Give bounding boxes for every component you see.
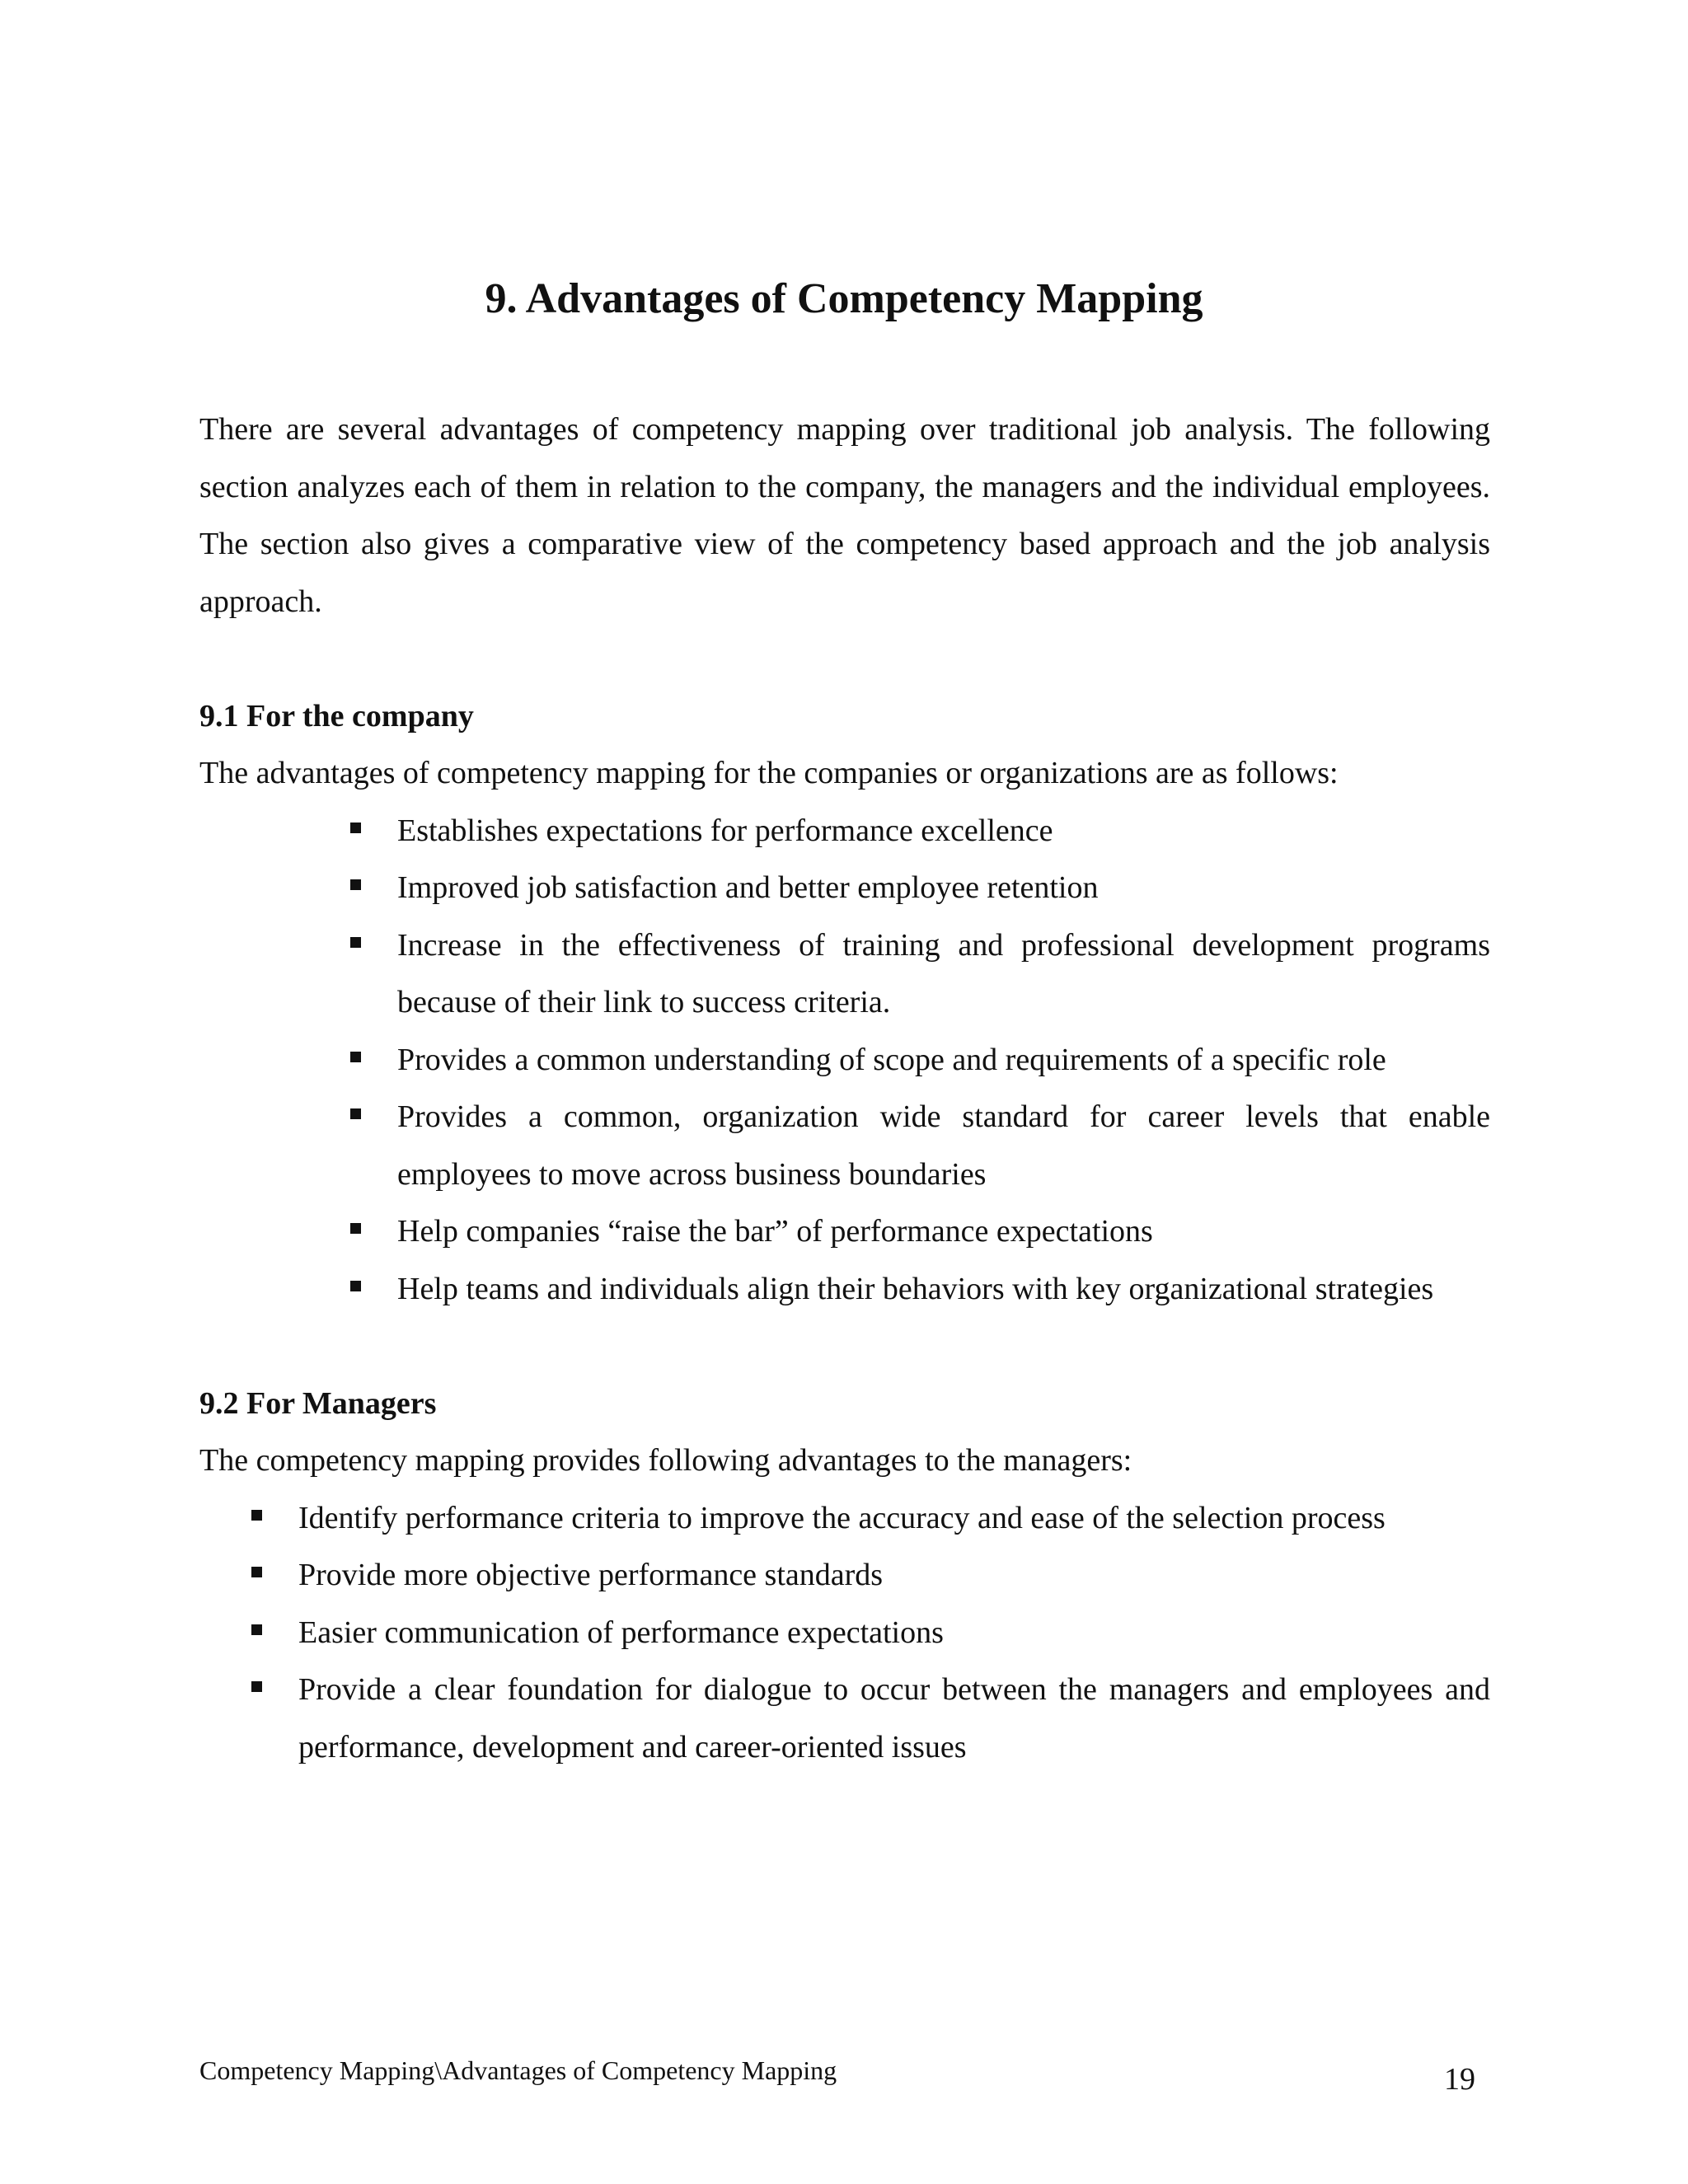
section-lead-managers: The competency mapping provides following advantages to the managers:: [199, 1443, 1132, 1478]
list-item: [199, 1089, 1490, 1203]
list-item-text: Establishes expectations for performance excellence: [397, 813, 1053, 848]
square-bullet-icon: [350, 879, 361, 890]
page-number: 19: [1444, 2062, 1475, 2097]
spacer: [199, 630, 1490, 688]
page-content: [199, 401, 1490, 1776]
square-bullet-icon: [350, 1052, 361, 1062]
list-item-text: Easier communication of performance expectations: [298, 1615, 944, 1650]
list-item-text: Help teams and individuals align their behaviors with key organizational strategies: [397, 1271, 1434, 1306]
list-item-text: Identify performance criteria to improve the accuracy and ease of the selection process: [298, 1500, 1386, 1535]
page-title: 9. Advantages of Competency Mapping: [485, 275, 1203, 322]
square-bullet-icon: [251, 1510, 262, 1521]
list-item: [199, 1605, 1490, 1662]
list-item: [199, 1661, 1490, 1776]
square-bullet-icon: [251, 1681, 262, 1692]
list-item: [199, 1490, 1490, 1548]
list-item: [199, 1547, 1490, 1605]
square-bullet-icon: [350, 1281, 361, 1291]
manager-advantages-list: [199, 1490, 1490, 1777]
list-item-text: Help companies “raise the bar” of performance expectations: [397, 1214, 1153, 1249]
section-heading-company: 9.1 For the company: [199, 698, 474, 733]
list-item-text: Provide more objective performance standards: [298, 1558, 884, 1592]
square-bullet-icon: [251, 1567, 262, 1577]
list-item: [199, 1261, 1490, 1319]
section-lead-company: The advantages of competency mapping for the companies or organizations are as follows:: [199, 756, 1339, 790]
list-item-text: Increase in the effectiveness of training and professional development programs because of their link to success criteria.: [397, 927, 1490, 1019]
list-item-text: Provide a clear foundation for dialogue to occur between the managers and employees and performance, development and career-oriented issues: [298, 1672, 1490, 1765]
company-advantages-list: [199, 803, 1490, 1319]
square-bullet-icon: [350, 823, 361, 833]
list-item: [199, 917, 1490, 1032]
square-bullet-icon: [251, 1624, 262, 1635]
list-item-text: Improved job satisfaction and better employee retention: [397, 870, 1099, 905]
spacer: [199, 1318, 1490, 1376]
list-item-text: Provides a common, organization wide standard for career levels that enable employees to move across business boundaries: [397, 1099, 1490, 1192]
footer-path: Competency Mapping\Advantages of Competency Mapping: [199, 2055, 837, 2085]
list-item: [199, 1032, 1490, 1090]
square-bullet-icon: [350, 937, 361, 948]
square-bullet-icon: [350, 1108, 361, 1119]
list-item-text: Provides a common understanding of scope and requirements of a specific role: [397, 1042, 1386, 1077]
section-heading-managers: 9.2 For Managers: [199, 1385, 437, 1421]
list-item: [199, 860, 1490, 917]
square-bullet-icon: [350, 1223, 361, 1234]
list-item: [199, 803, 1490, 860]
list-item: [199, 1203, 1490, 1261]
intro-paragraph: There are several advantages of competency mapping over traditional job analysis. The following section analyzes each of them in relation to the company, the managers and the individual employees. The section also gives a comparative view of the competency based approach and the job analysis approach.: [199, 412, 1490, 619]
